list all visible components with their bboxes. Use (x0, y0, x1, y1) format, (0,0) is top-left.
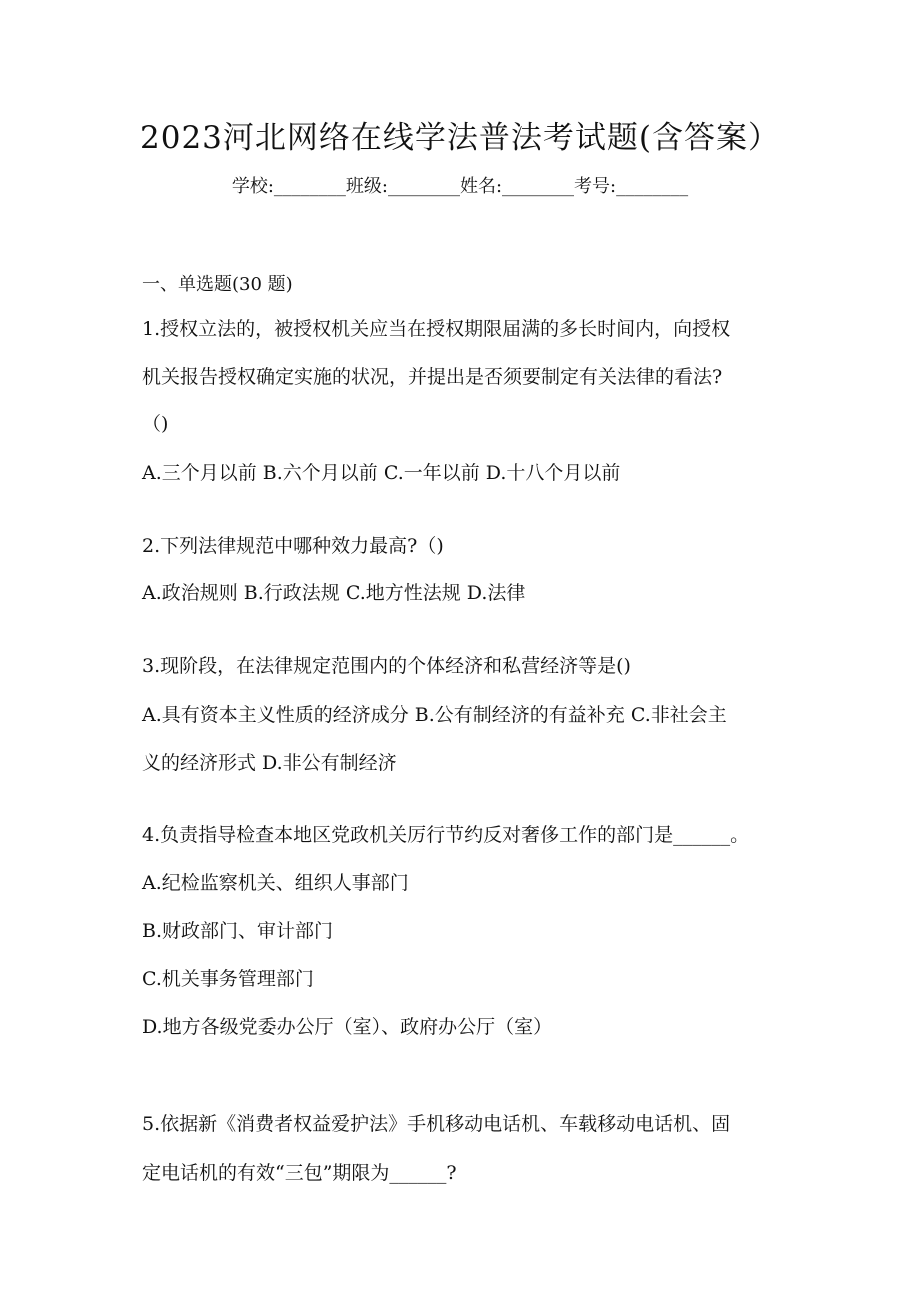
question-5-stem-line-2: 定电话机的有效“三包”期限为______? (142, 1162, 457, 1184)
question-3-options-line-1: A.具有资本主义性质的经济成分 B.公有制经济的有益补充 C.非社会主 (142, 704, 727, 726)
question-4-option-b: B.财政部门、审计部门 (142, 920, 334, 942)
question-2-stem: 2.下列法律规范中哪种效力最高?（) (142, 535, 444, 557)
section-heading: 一、单选题(30 题) (142, 274, 293, 295)
question-1-stem-line-1: 1.授权立法的，被授权机关应当在授权期限届满的多长时间内，向授权 (142, 318, 731, 340)
document-title: 2023河北网络在线学法普法考试题(含答案） (140, 120, 780, 156)
question-4-stem: 4.负责指导检查本地区党政机关厉行节约反对奢侈工作的部门是______。 (142, 824, 750, 846)
question-2-options: A.政治规则 B.行政法规 C.地方性法规 D.法律 (142, 582, 526, 604)
question-1-stem-line-2: 机关报告授权确定实施的状况，并提出是否须要制定有关法律的看法? (142, 366, 723, 388)
question-4-option-c: C.机关事务管理部门 (142, 968, 314, 990)
question-1-stem-line-3: （) (142, 413, 169, 435)
question-3-stem: 3.现阶段，在法律规定范围内的个体经济和私营经济等是() (142, 655, 631, 677)
question-4-option-d: D.地方各级党委办公厅（室）、政府办公厅（室） (142, 1016, 553, 1038)
question-4-option-a: A.纪检监察机关、组织人事部门 (142, 872, 409, 894)
question-3-options-line-2: 义的经济形式 D.非公有制经济 (142, 752, 397, 774)
student-info-line: 学校:________班级:________姓名:________考号:________ (231, 176, 689, 197)
question-5-stem-line-1: 5.依据新《消费者权益爱护法》手机移动电话机、车载移动电话机、固 (142, 1113, 731, 1135)
question-1-options: A.三个月以前 B.六个月以前 C.一年以前 D.十八个月以前 (142, 462, 621, 484)
